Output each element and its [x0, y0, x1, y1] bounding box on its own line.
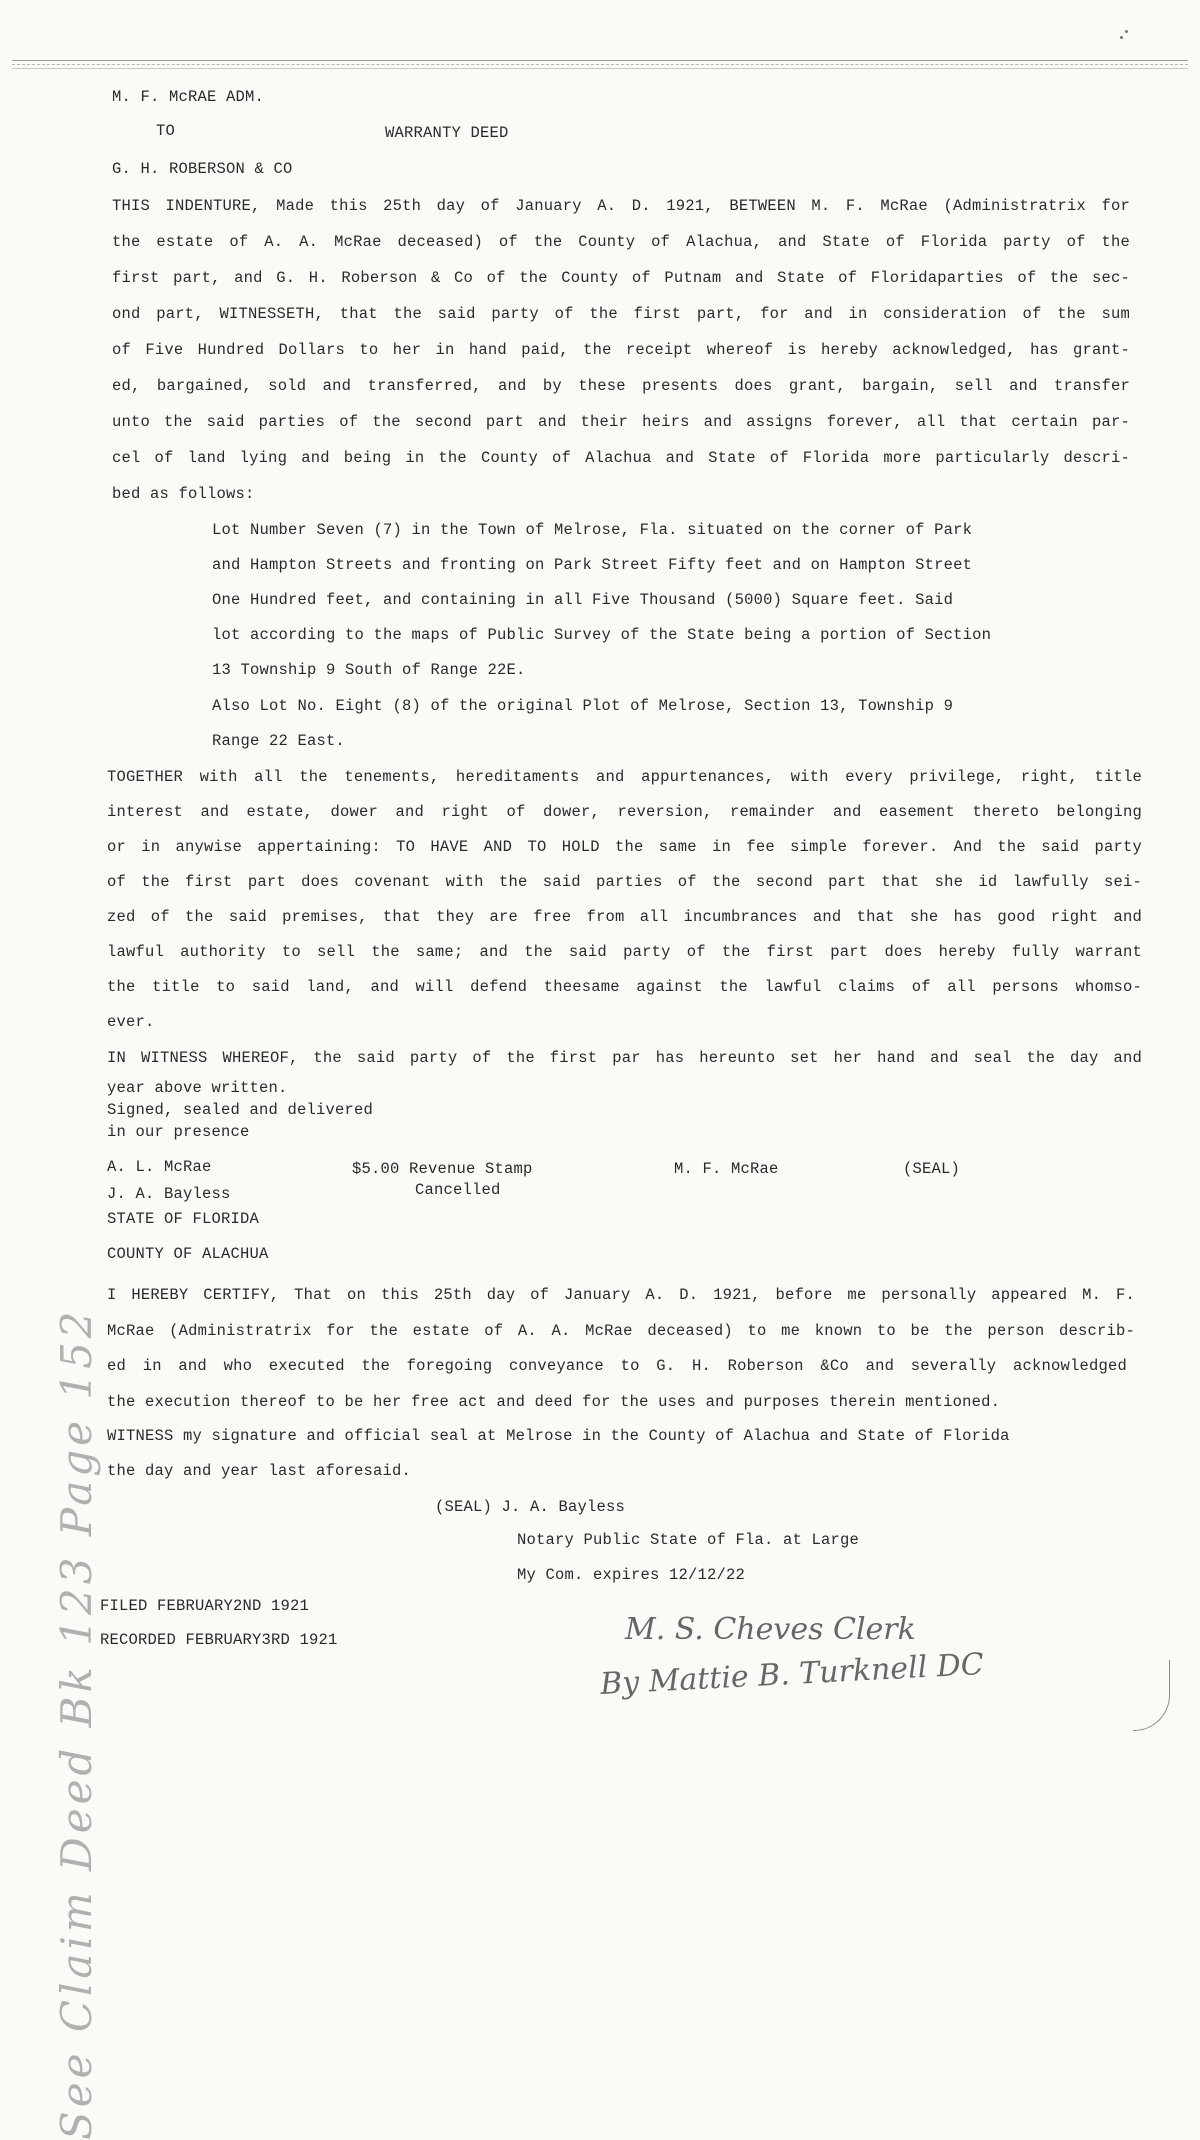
deputy-signature: By Mattie B. Turknell DC	[599, 1646, 985, 1703]
indenture-line: THIS INDENTURE, Made this 25th day of January A. D. 1921, BETWEEN M. F. McRae (Administratrix for	[112, 197, 1130, 215]
to-heading: TO	[156, 122, 176, 140]
description-line: One Hundred feet, and containing in all Five Thousand (5000) Square feet. Said	[212, 591, 954, 609]
certify-line: WITNESS my signature and official seal at Melrose in the County of Alachua and State of Florida	[107, 1427, 1010, 1445]
margin-note-handwriting: See Claim Deed Bk 123 Page 152	[52, 1307, 101, 2140]
indenture-line: the estate of A. A. McRae deceased) of the County of Alachua, and State of Florida party of the	[112, 233, 1130, 251]
venue-county: COUNTY OF ALACHUA	[107, 1245, 269, 1263]
indenture-line: cel of land lying and being in the County of Alachua and State of Florida more particularly descri-	[112, 449, 1130, 467]
certify-line: I HEREBY CERTIFY, That on this 25th day of January A. D. 1921, before me personally appeared M. F.	[107, 1286, 1135, 1304]
together-line: interest and estate, dower and right of dower, reversion, remainder and easement thereto belonging	[107, 803, 1142, 821]
witness-line: IN WITNESS WHEREOF, the said party of the first par has hereunto set her hand and seal the day and	[107, 1049, 1142, 1067]
witness-line: year above written.	[107, 1079, 288, 1097]
recorded-date: RECORDED FEBRUARY3RD 1921	[100, 1631, 338, 1649]
deed-title: WARRANTY DEED	[385, 124, 509, 142]
clerk-signature: M. S. Cheves Clerk	[625, 1612, 916, 1647]
witness-signature-2: J. A. Bayless	[107, 1185, 231, 1203]
grantor-heading: M. F. McRAE ADM.	[112, 88, 265, 106]
notary-seal-name: (SEAL) J. A. Bayless	[435, 1498, 626, 1516]
description-line: 13 Township 9 South of Range 22E.	[212, 661, 526, 679]
together-line: or in anywise appertaining: TO HAVE AND TO HOLD the same in fee simple forever. And the said party	[107, 838, 1142, 856]
together-line: zed of the said premises, that they are free from all incumbrances and that she has good right and	[107, 908, 1142, 926]
together-line: TOGETHER with all the tenements, hereditaments and appurtenances, with every privilege, right, title	[107, 768, 1142, 786]
top-border-rule-dashed	[12, 64, 1188, 65]
indenture-line: of Five Hundred Dollars to her in hand paid, the receipt whereof is hereby acknowledged, has grant-	[112, 341, 1130, 359]
filed-date: FILED FEBRUARY2ND 1921	[100, 1597, 310, 1615]
revenue-stamp-note: $5.00 Revenue Stamp	[352, 1160, 533, 1178]
indenture-line: ond part, WITNESSETH, that the said party of the first part, for and in consideration of the sum	[112, 305, 1130, 323]
description-line: Lot Number Seven (7) in the Town of Melrose, Fla. situated on the corner of Park	[212, 521, 973, 539]
notary-title: Notary Public State of Fla. at Large	[517, 1531, 860, 1549]
together-line: lawful authority to sell the same; and the said party of the first part does hereby fully warrant	[107, 943, 1142, 961]
notary-commission: My Com. expires 12/12/22	[517, 1566, 746, 1584]
description-line: Range 22 East.	[212, 732, 346, 750]
description-line: lot according to the maps of Public Survey of the State being a portion of Section	[212, 626, 992, 644]
together-line: ever.	[107, 1013, 155, 1031]
certify-line: McRae (Administratrix for the estate of A. A. McRae deceased) to me known to be the person describ-	[107, 1322, 1135, 1340]
certify-line: ed in and who executed the foregoing conveyance to G. H. Roberson &Co and severally acknowledged	[107, 1357, 1127, 1375]
indenture-line: unto the said parties of the second part and their heirs and assigns forever, all that certain par-	[112, 413, 1130, 431]
together-line: of the first part does covenant with the said parties of the second part that she id lawfully sei-	[107, 873, 1142, 891]
indenture-line: first part, and G. H. Roberson & Co of the County of Putnam and State of Floridaparties of the sec-	[112, 269, 1130, 287]
scan-speck	[1120, 36, 1123, 39]
indenture-line: bed as follows:	[112, 485, 255, 503]
stamp-cancelled-note: Cancelled	[415, 1181, 501, 1199]
certify-line: the day and year last aforesaid.	[107, 1462, 412, 1480]
indenture-line: ed, bargained, sold and transferred, and by these presents does grant, bargain, sell and transfer	[112, 377, 1130, 395]
scan-speck	[1125, 30, 1128, 33]
description-line: Also Lot No. Eight (8) of the original Plot of Melrose, Section 13, Township 9	[212, 697, 954, 715]
together-line: the title to said land, and will defend theesame against the lawful claims of all persons whomso-	[107, 978, 1142, 996]
grantor-seal: (SEAL)	[903, 1160, 961, 1178]
witness-signature-1: A. L. McRae	[107, 1158, 212, 1176]
signed-line: Signed, sealed and delivered	[107, 1101, 374, 1119]
grantee-heading: G. H. ROBERSON & CO	[112, 160, 293, 178]
certify-line: the execution thereof to be her free act and deed for the uses and purposes therein mentioned.	[107, 1393, 1001, 1411]
page-corner-curl	[1133, 1660, 1170, 1731]
top-border-rule	[12, 60, 1188, 61]
grantor-signature: M. F. McRae	[674, 1160, 779, 1178]
venue-state: STATE OF FLORIDA	[107, 1210, 260, 1228]
signed-line: in our presence	[107, 1123, 250, 1141]
description-line: and Hampton Streets and fronting on Park Street Fifty feet and on Hampton Street	[212, 556, 973, 574]
top-border-rule-light	[12, 68, 1188, 69]
